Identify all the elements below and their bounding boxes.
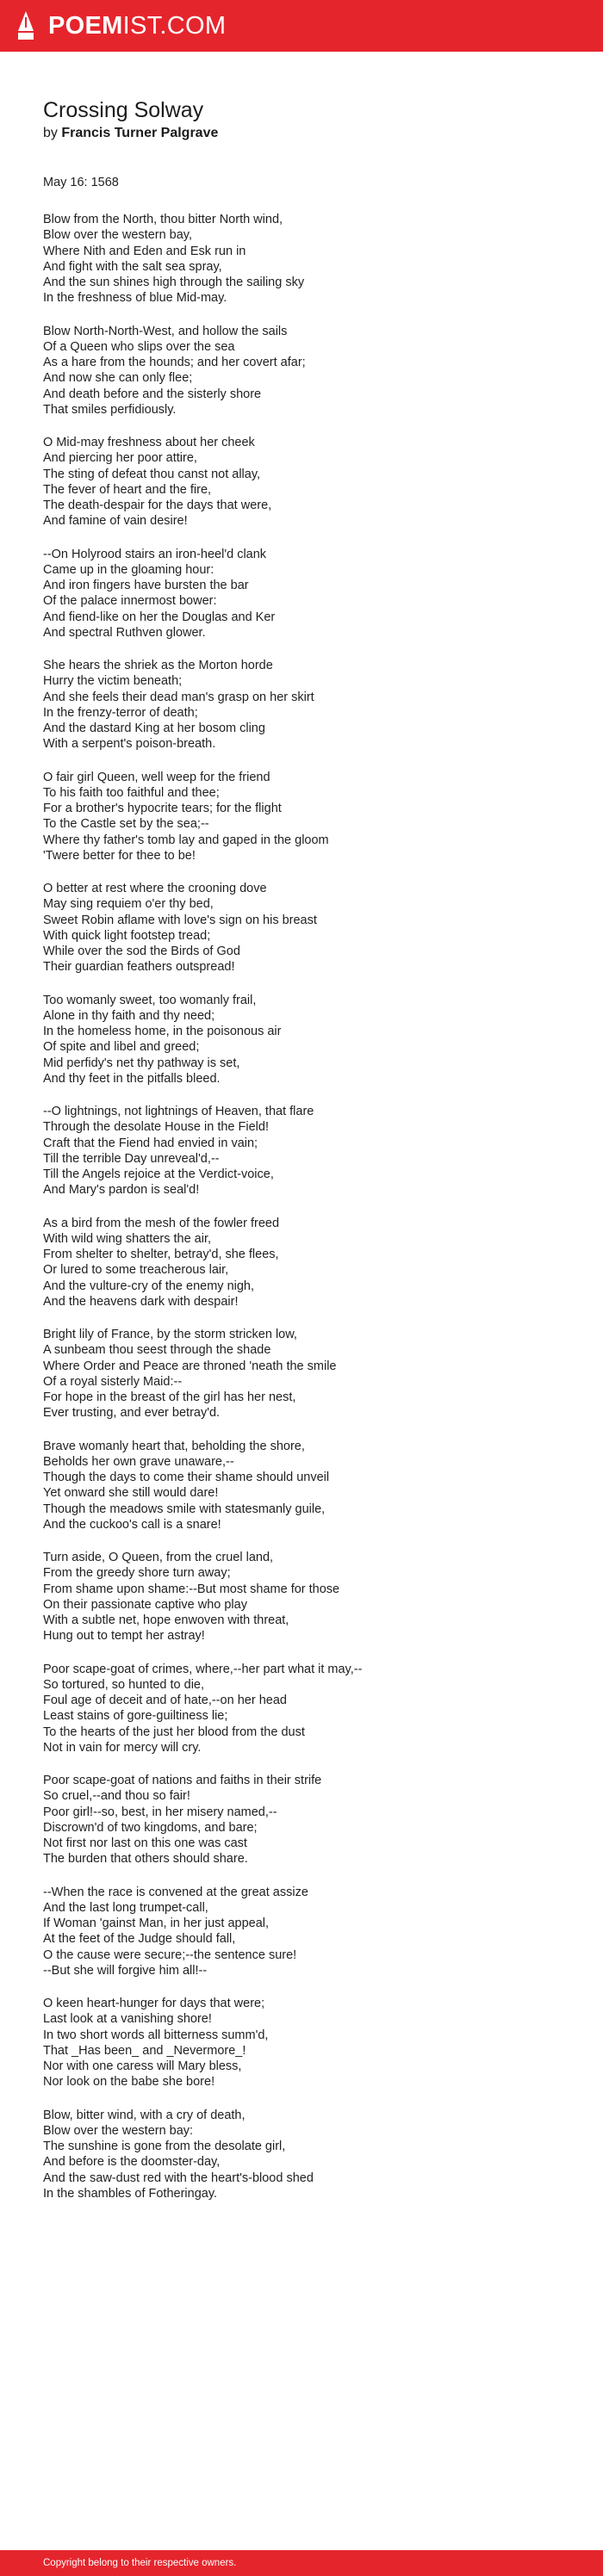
poem-line: And the cuckoo's call is a snare! <box>43 1517 221 1532</box>
poem-line: With a subtle net, hope enwoven with threat, <box>43 1613 289 1627</box>
stanza <box>43 1773 560 1867</box>
stanza <box>43 1104 560 1198</box>
poem-line: If Woman 'gainst Man, in her just appeal, <box>43 1917 270 1930</box>
poem-line: At the feet of the Judge should fall, <box>43 1932 236 1947</box>
poem-line: Brave womanly heart that, beholding the shore, <box>43 1439 305 1453</box>
poem-line: A sunbeam thou seest through the shade <box>43 1343 271 1358</box>
stanza <box>43 1439 560 1533</box>
poem-line: 'Twere better for thee to be! <box>43 848 196 863</box>
stanza <box>43 324 560 418</box>
poem-line: From shame upon shame:--But most shame for those <box>43 1582 340 1596</box>
poem-line: Where Order and Peace are throned 'neath the smile <box>43 1359 337 1373</box>
poem-line: --O lightnings, not lightnings of Heaven, that flare <box>43 1105 314 1118</box>
poem-line: And the last long trumpet-call, <box>43 1900 208 1915</box>
poem-line: As a hare from the hounds; and her covert afar; <box>43 356 306 369</box>
poem-line: Of spite and libel and greed; <box>43 1040 200 1055</box>
poem-line: So tortured, so hunted to die, <box>43 1677 205 1692</box>
poem-line: That smiles perfidiously. <box>43 402 177 417</box>
quill-pen-icon <box>16 10 36 41</box>
poem-line: The sunshine is gone from the desolate girl, <box>43 2139 286 2153</box>
poem-line: And famine of vain desire! <box>43 514 188 529</box>
poem-line: Though the meadows smile with statesmanly guile, <box>43 1502 326 1516</box>
poem-line: From the greedy shore turn away; <box>43 1566 231 1581</box>
poem-line: And fiend-like on her the Douglas and Ker <box>43 610 276 624</box>
poem-line: Poor scape-goat of crimes, where,--her part what it may,-- <box>43 1662 363 1676</box>
stanza <box>43 1996 560 2090</box>
poem-line: With a serpent's poison-breath. <box>43 737 216 752</box>
footer-bar <box>0 2550 603 2576</box>
stanza <box>43 1885 560 1979</box>
site-name-bold: POEM <box>48 12 123 40</box>
author-link[interactable]: Francis Turner Palgrave <box>61 126 219 140</box>
poem-line: To the hearts of the just her blood from the dust <box>43 1725 305 1739</box>
poem-line: To the Castle set by the sea;-- <box>43 817 209 832</box>
poem-line: Came up in the gloaming hour: <box>43 562 214 577</box>
poem-line: Till the terrible Day unreveal'd,-- <box>43 1151 220 1166</box>
poem-line: And now she can only flee; <box>43 371 193 386</box>
stanza <box>43 658 560 752</box>
poem-line: The fever of heart and the fire, <box>43 482 212 497</box>
poem-line: --When the race is convened at the great assize <box>43 1885 308 1899</box>
poem-line: O fair girl Queen, well weep for the friend <box>43 770 270 784</box>
poem-line: Last look at a vanishing shore! <box>43 2012 212 2027</box>
copyright-text: Copyright belong to their respective owners. <box>43 2558 237 2568</box>
poem-body <box>43 212 560 2201</box>
poem-line: And the heavens dark with despair! <box>43 1294 239 1309</box>
stanza <box>43 212 560 307</box>
poem-line: And spectral Ruthven glower. <box>43 625 206 640</box>
poem-line: Through the desolate House in the Field! <box>43 1120 269 1135</box>
poem-line: Hurry the victim beneath; <box>43 674 183 689</box>
stanza <box>43 993 560 1087</box>
poem-line: And iron fingers have bursten the bar <box>43 579 249 592</box>
poem-line: Beholds her own grave unaware,-- <box>43 1454 234 1469</box>
poem-line: And fight with the salt sea spray, <box>43 259 222 274</box>
poem-line: In the freshness of blue Mid-may. <box>43 291 227 306</box>
stanza <box>43 770 560 864</box>
poem-line: Blow over the western bay: <box>43 2123 194 2138</box>
poem-line: Poor girl!--so, best, in her misery named,-- <box>43 1805 277 1819</box>
poem-line: The burden that others should share. <box>43 1852 248 1867</box>
poem-line: And she feels their dead man's grasp on her skirt <box>43 690 314 704</box>
poem-line: The sting of defeat thou canst not allay, <box>43 467 261 481</box>
poem-line: Turn aside, O Queen, from the cruel land, <box>43 1551 274 1564</box>
byline-prefix: by <box>43 126 58 140</box>
poem-line: Mid perfidy's net thy pathway is set, <box>43 1056 240 1070</box>
poem-line: Discrown'd of two kingdoms, and bare; <box>43 1820 258 1835</box>
poem-line: O keen heart-hunger for days that were; <box>43 1997 265 2010</box>
byline <box>43 124 560 143</box>
poem-line: With quick light footstep tread; <box>43 928 211 943</box>
poem-line: With wild wing shatters the air, <box>43 1231 212 1246</box>
poem-line: And the sun shines high through the sailing sky <box>43 276 305 289</box>
poem-line: To his faith too faithful and thee; <box>43 785 220 800</box>
poem-line: Of a Queen who slips over the sea <box>43 339 235 354</box>
poem-line: Blow from the North, thou bitter North wind, <box>43 213 283 226</box>
poem-line: And the dastard King at her bosom cling <box>43 721 265 735</box>
poem-line: Where thy father's tomb lay and gaped in the gloom <box>43 833 329 847</box>
poem-line: For a brother's hypocrite tears; for the flight <box>43 802 282 815</box>
poem-line: Least stains of gore-guiltiness lie; <box>43 1709 228 1724</box>
poem-line: Or lured to some treacherous lair, <box>43 1263 229 1278</box>
poem-line: Of a royal sisterly Maid:-- <box>43 1374 183 1389</box>
poem-date: May 16: 1568 <box>43 176 119 189</box>
poem-line: Ever trusting, and ever betray'd. <box>43 1406 221 1421</box>
poem-line: Not first nor last on this one was cast <box>43 1836 247 1850</box>
poem-line: Foul age of deceit and of hate,--on her head <box>43 1694 287 1707</box>
poem-line: Nor with one caress will Mary bless, <box>43 2059 242 2073</box>
poem-line: Their guardian feathers outspread! <box>43 960 235 975</box>
stanza <box>43 1662 560 1756</box>
poem-line: Till the Angels rejoice at the Verdict-voice, <box>43 1167 274 1181</box>
poem-line: Sweet Robin aflame with love's sign on his breast <box>43 913 317 927</box>
stanza <box>43 2108 560 2202</box>
poem-line: The death-despair for the days that were, <box>43 498 272 512</box>
poem-line: Of the palace innermost bower: <box>43 594 217 609</box>
stanza <box>43 435 560 529</box>
stanza <box>43 547 560 641</box>
poem-line: In the homeless home, in the poisonous air <box>43 1025 282 1038</box>
poem-line: O the cause were secure;--the sentence sure! <box>43 1947 297 1962</box>
poem-container <box>43 96 560 2219</box>
poem-line: And the saw-dust red with the heart's-blood shed <box>43 2170 314 2185</box>
poem-line: O better at rest where the crooning dove <box>43 882 267 895</box>
poem-line: And Mary's pardon is seal'd! <box>43 1183 200 1198</box>
poem-line: And piercing her poor attire, <box>43 451 197 466</box>
poem-line: And the vulture-cry of the enemy nigh, <box>43 1279 255 1293</box>
poem-line: So cruel,--and thou so fair! <box>43 1789 190 1804</box>
poem-line: Where Nith and Eden and Esk run in <box>43 244 246 258</box>
poem-line: That _Has been_ and _Nevermore_! <box>43 2043 246 2058</box>
poem-line: --But she will forgive him all!-- <box>43 1963 208 1978</box>
poem-line: As a bird from the mesh of the fowler freed <box>43 1216 280 1230</box>
poem-line: Craft that the Fiend had envied in vain; <box>43 1136 258 1150</box>
poem-line: Bright lily of France, by the storm stricken low, <box>43 1328 297 1341</box>
poem-line: While over the sod the Birds of God <box>43 944 240 958</box>
poem-line: Blow over the western bay, <box>43 228 193 243</box>
poem-title: Crossing Solway <box>43 98 204 122</box>
poem-line: And before is the doomster-day, <box>43 2155 221 2170</box>
poem-line: May sing requiem o'er thy bed, <box>43 897 214 912</box>
poem-line: O Mid-may freshness about her cheek <box>43 436 255 449</box>
poem-line: --On Holyrood stairs an iron-heel'd clank <box>43 547 267 561</box>
poem-line: On their passionate captive who play <box>43 1597 247 1612</box>
poem-line: Hung out to tempt her astray! <box>43 1629 205 1644</box>
poem-line: Poor scape-goat of nations and faiths in their strife <box>43 1774 322 1787</box>
poem-line: Alone in thy faith and thy need; <box>43 1008 215 1023</box>
poem-line: Not in vain for mercy will cry. <box>43 1740 202 1755</box>
poem-line: And thy feet in the pitfalls bleed. <box>43 1071 221 1086</box>
header-bar <box>0 0 603 52</box>
poem-line: Blow, bitter wind, with a cry of death, <box>43 2108 246 2122</box>
poem-line: In the shambles of Fotheringay. <box>43 2186 218 2201</box>
poem-line: From shelter to shelter, betray'd, she flees, <box>43 1248 279 1261</box>
stanza <box>43 1550 560 1644</box>
poem-line: Yet onward she still would dare! <box>43 1486 219 1501</box>
poem-line: She hears the shriek as the Morton horde <box>43 659 273 672</box>
poem-line: Nor look on the babe she bore! <box>43 2075 215 2090</box>
poem-line: For hope in the breast of the girl has her nest, <box>43 1390 296 1404</box>
stanza <box>43 881 560 975</box>
site-logo[interactable] <box>16 10 226 41</box>
stanza <box>43 1327 560 1421</box>
poem-line: Blow North-North-West, and hollow the sails <box>43 324 288 338</box>
site-name <box>48 10 226 41</box>
stanza <box>43 1216 560 1310</box>
site-name-light: IST.COM <box>122 12 227 40</box>
poem-line: Though the days to come their shame should unveil <box>43 1471 330 1484</box>
poem-line: Too womanly sweet, too womanly frail, <box>43 993 257 1007</box>
poem-line: In the frenzy-terror of death; <box>43 705 198 720</box>
poem-line: And death before and the sisterly shore <box>43 387 262 401</box>
poem-line: In two short words all bitterness summ'd, <box>43 2028 269 2042</box>
